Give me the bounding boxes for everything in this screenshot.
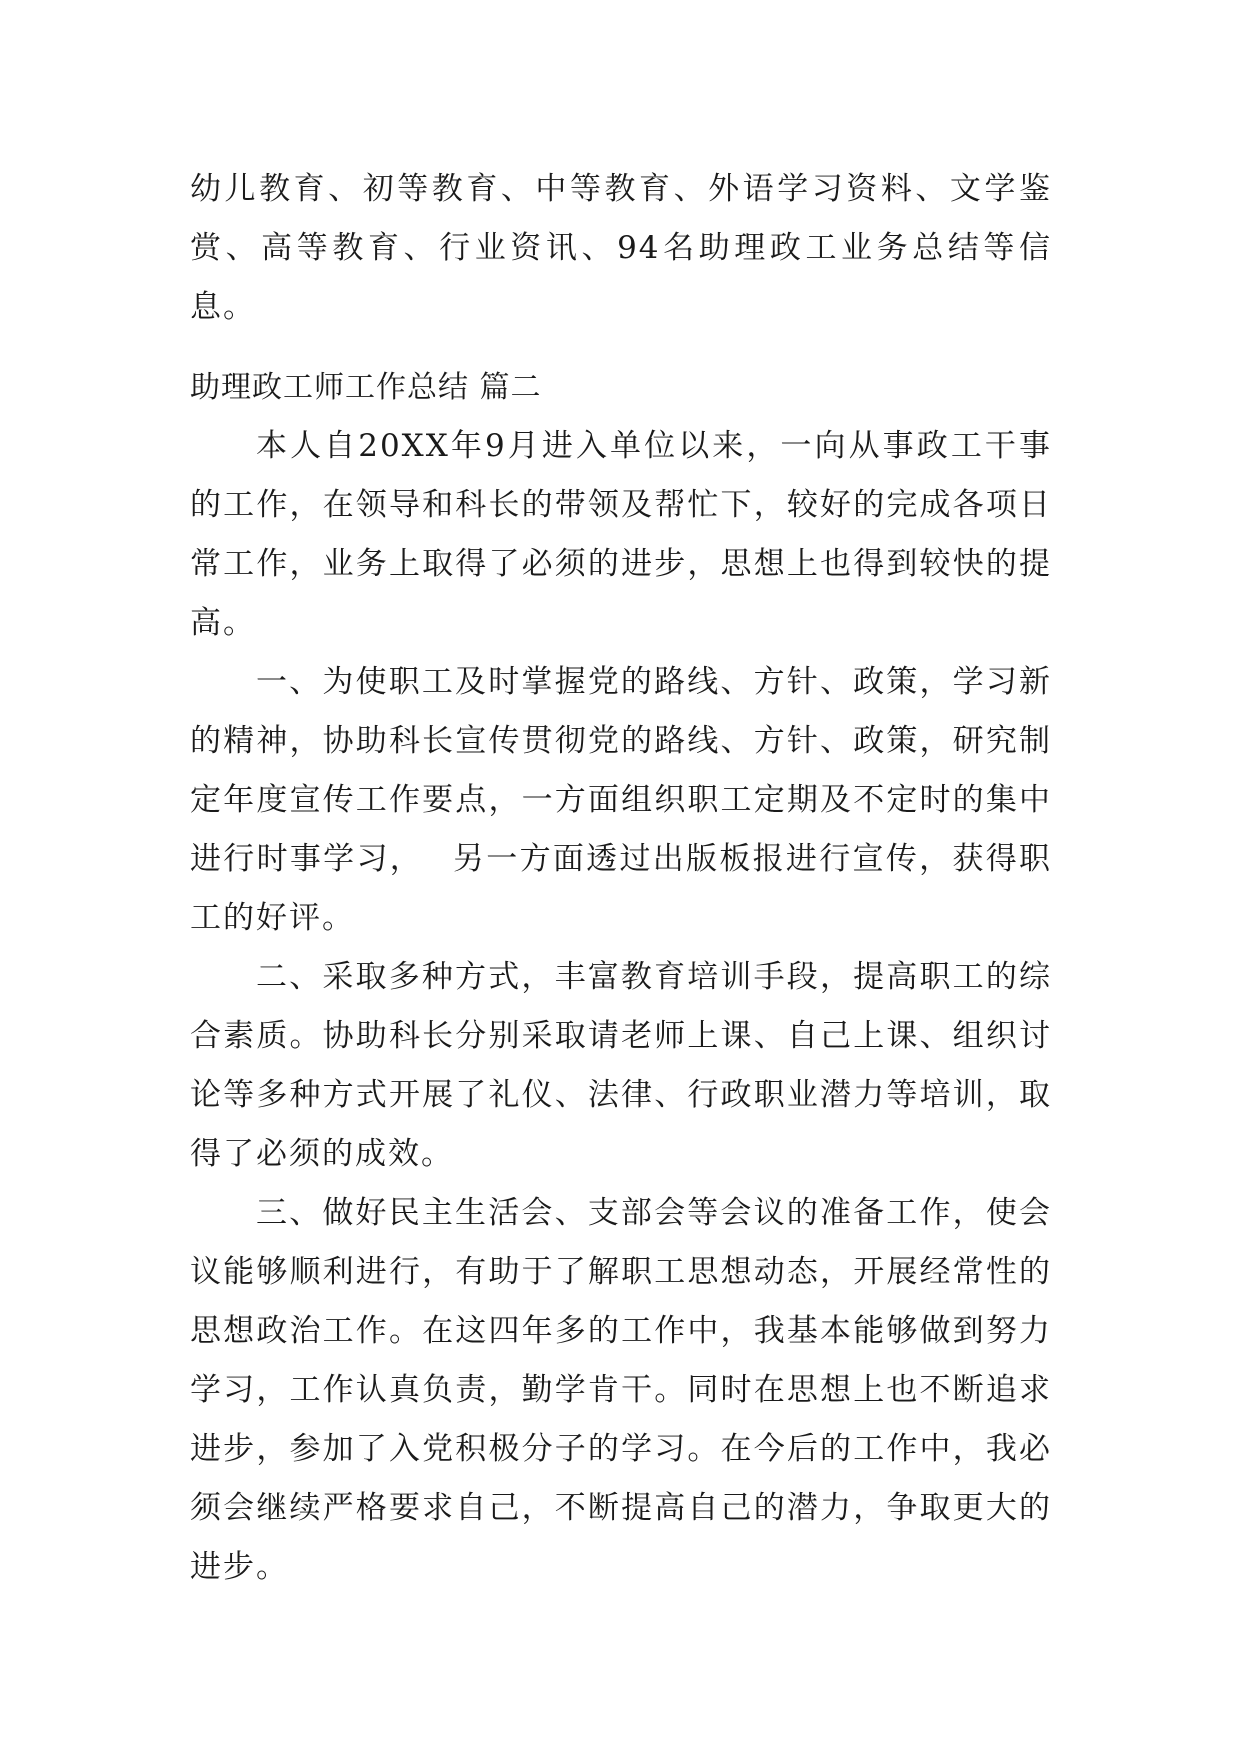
intro-paragraph: 幼儿教育、初等教育、中等教育、外语学习资料、文学鉴赏、高等教育、行业资讯、94名助理政工业务总结等信息。 [190,171,1052,325]
paragraph-item-two: 二、采取多种方式，丰富教育培训手段，提高职工的综合素质。协助科长分别采取请老师上课、自己上课、组织讨论等多种方式开展了礼仪、法律、行政职业潜力等培训，取得了必须的成效。 [190,959,1052,1172]
paragraph-item-three: 三、做好民主生活会、支部会等会议的准备工作，使会议能够顺利进行，有助于了解职工思想动态，开展经常性的思想政治工作。在这四年多的工作中，我基本能够做到努力学习，工作认真负责，勤学肯干。同时在思想上也不断追求进步，参加了入党积极分子的学习。在今后的工作中，我必须会继续严格要求自己，不断提高自己的潜力，争取更大的进步。 [190,1195,1052,1585]
section-heading: 助理政工师工作总结 篇二 [190,370,542,405]
document-body [190,160,1052,1597]
paragraph-intro-self: 本人自20XX年9月进入单位以来，一向从事政工干事的工作，在领导和科长的带领及帮忙下，较好的完成各项日常工作，业务上取得了必须的进步，思想上也得到较快的提高。 [190,428,1052,641]
paragraph-item-one: 一、为使职工及时掌握党的路线、方针、政策，学习新的精神，协助科长宣传贯彻党的路线、方针、政策，研究制定年度宣传工作要点，一方面组织职工定期及不定时的集中进行时事学习， 另一方面透过出版板报进行宣传，获得职工的好评。 [190,664,1052,936]
